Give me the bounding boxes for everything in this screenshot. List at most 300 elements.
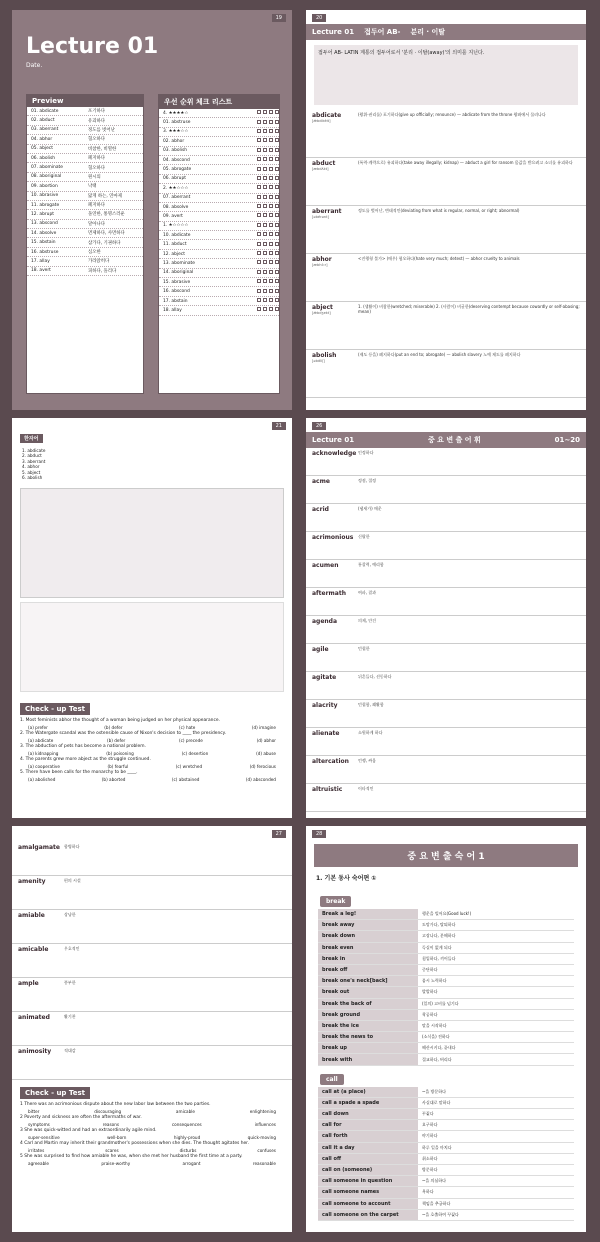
checkbox[interactable] (275, 110, 279, 114)
vocab-row (306, 728, 586, 756)
checklist-row (159, 240, 279, 249)
checkbox-group (255, 138, 279, 144)
break-label: break (320, 896, 351, 907)
option[interactable]: enlightening (249, 1109, 276, 1114)
checkbox[interactable] (269, 120, 273, 124)
checkbox[interactable] (257, 138, 261, 142)
checkbox[interactable] (269, 138, 273, 142)
checkbox[interactable] (263, 195, 267, 199)
checkbox[interactable] (275, 298, 279, 302)
checkbox[interactable] (269, 298, 273, 302)
vocab-word: amicable (18, 946, 49, 953)
option[interactable]: (a) abolished (28, 777, 56, 783)
checkbox[interactable] (275, 157, 279, 161)
checkbox[interactable] (275, 289, 279, 293)
checkbox[interactable] (257, 251, 261, 255)
checkbox[interactable] (275, 223, 279, 227)
option[interactable]: reasonable (252, 1161, 276, 1166)
checkbox-group (255, 279, 279, 285)
checkbox[interactable] (269, 289, 273, 293)
preview-row (27, 126, 143, 135)
vocab-meaning: 민첩한 (358, 646, 370, 651)
checkbox[interactable] (269, 195, 273, 199)
idiom-row (318, 1087, 574, 1098)
option[interactable]: (c) wretched (175, 764, 203, 770)
vocab-row (12, 1012, 292, 1046)
checkbox[interactable] (275, 148, 279, 152)
checkbox[interactable] (269, 260, 273, 264)
vocab-meaning: 언쟁, 싸움 (358, 758, 376, 763)
option[interactable]: praise-worthy (101, 1161, 131, 1166)
vocab-word: amalgamate (18, 844, 60, 851)
option[interactable]: (b) defer (104, 725, 123, 731)
checkbox[interactable] (257, 232, 261, 236)
question (12, 1114, 292, 1127)
question-text: 3. The abduction of pets has become a national problem. (20, 744, 146, 750)
preview-meaning: 심오한 (88, 250, 101, 256)
vocab-meaning: 적대감 (64, 1048, 76, 1053)
entry-word (306, 112, 358, 155)
option[interactable]: (c) hate (179, 725, 196, 731)
checklist-row (159, 194, 279, 203)
option[interactable]: (a) prefer (28, 725, 48, 731)
idiom-row (318, 943, 574, 954)
page-number: 20 (312, 14, 326, 22)
checkbox[interactable] (269, 185, 273, 189)
checklist-word: 10. abdicate (163, 232, 191, 238)
checklist-word: 17. abstain (163, 298, 188, 304)
question (12, 1127, 292, 1140)
vocab-meaning: 활기찬 (64, 1014, 76, 1019)
checkbox[interactable] (257, 298, 261, 302)
checkbox[interactable] (275, 260, 279, 264)
checkbox[interactable] (275, 204, 279, 208)
summary-line: 5. abject (22, 469, 41, 475)
checkbox[interactable] (263, 279, 267, 283)
idiom-phrase: break away (318, 920, 418, 930)
lecture-header (306, 24, 586, 40)
checkbox[interactable] (263, 242, 267, 246)
preview-meaning: 정도를 벗어난 (88, 127, 115, 133)
preview-meaning: 폐지하다 (88, 156, 105, 162)
idiom-row (318, 1032, 574, 1043)
option[interactable]: well-born (107, 1135, 127, 1140)
option[interactable]: disturbs (179, 1148, 197, 1153)
idiom-phrase: call someone names (318, 1187, 418, 1197)
entry-definition: (제도 등을) 폐지하다(put an end to; abrogate) — abolish slavery 노예 제도를 폐지하다 (358, 352, 521, 357)
option[interactable]: influences (254, 1122, 276, 1127)
question (12, 743, 292, 756)
checkup-questions (12, 717, 292, 782)
vocab-row (12, 910, 292, 944)
vocab-row (12, 842, 292, 876)
option[interactable]: irritates (28, 1148, 45, 1153)
preview-row (27, 163, 143, 172)
page-number: 28 (312, 830, 326, 838)
entry-definition: (왕위·권리를) 포기하다(give up officially; renounce) — abdicate from the throne 왕좌에서 물러나다 (358, 112, 546, 117)
checkbox-group (255, 213, 279, 219)
preview-row (27, 107, 143, 116)
preview-meaning: 피하다, 돌리다 (88, 268, 117, 274)
option[interactable]: (c) desertion (181, 751, 209, 757)
checkbox[interactable] (263, 110, 267, 114)
checkbox[interactable] (269, 129, 273, 133)
checkbox[interactable] (257, 289, 261, 293)
idiom-row (318, 1109, 574, 1120)
option[interactable]: bitter (28, 1109, 40, 1114)
preview-meaning: 돌연한, 퉁명스러운 (88, 212, 125, 218)
preview-meaning: 포기하다 (88, 109, 105, 115)
checkbox[interactable] (263, 213, 267, 217)
checkbox[interactable] (275, 138, 279, 142)
vocab-word: animosity (18, 1048, 52, 1055)
checkbox[interactable] (269, 223, 273, 227)
checklist-word: 12. abject (163, 251, 185, 257)
checklist-row (159, 250, 279, 259)
vocab-meaning: 뒤흔들다, 선동하다 (358, 674, 392, 679)
checklist-word: 4. ★★★★☆ (163, 110, 189, 116)
checkbox[interactable] (257, 120, 261, 124)
lecture-title: Lecture 01 (26, 34, 159, 59)
entry-row (306, 350, 586, 398)
checkbox[interactable] (263, 185, 267, 189)
idiom-meaning: 발발하다 (422, 989, 438, 995)
option[interactable]: scares (105, 1148, 119, 1153)
options (12, 777, 292, 782)
checkbox[interactable] (263, 129, 267, 133)
idiom-meaning: ~을 방문하다 (422, 1088, 446, 1094)
checkbox[interactable] (269, 242, 273, 246)
idiom-meaning: 고장나다, 분해하다 (422, 933, 456, 939)
preview-word: 11. abrogate (31, 202, 60, 208)
checkbox[interactable] (257, 148, 261, 152)
question (12, 1101, 292, 1114)
summary-line: 6. abolish (22, 475, 43, 481)
checkbox[interactable] (257, 167, 261, 171)
checkbox[interactable] (275, 176, 279, 180)
checkbox[interactable] (257, 223, 261, 227)
checkbox[interactable] (257, 270, 261, 274)
option[interactable]: (b) fearful (107, 764, 129, 770)
option[interactable]: (c) abstained (171, 777, 200, 783)
page-lecture-preview (12, 10, 292, 410)
preview-row (27, 267, 143, 276)
preview-title: Preview (27, 95, 143, 107)
option[interactable]: reasons (102, 1122, 120, 1127)
idiom-phrase: call it a day (318, 1143, 418, 1153)
preview-word: 03. aberrant (31, 127, 59, 133)
checkbox[interactable] (275, 185, 279, 189)
vocab-word: agitate (312, 674, 337, 681)
idiom-phrase: call on (someone) (318, 1165, 418, 1175)
idiom-meaning: 취소하다 (422, 1155, 438, 1161)
checkbox-group (255, 110, 279, 116)
checkbox[interactable] (269, 279, 273, 283)
preview-meaning: 유괴하다 (88, 118, 105, 124)
checkbox[interactable] (257, 307, 261, 311)
checkbox[interactable] (269, 270, 273, 274)
checkbox[interactable] (269, 204, 273, 208)
idiom-meaning: 방문하다 (422, 1167, 438, 1173)
checkbox-group (255, 307, 279, 313)
checkbox[interactable] (257, 185, 261, 189)
idiom-row (318, 1210, 574, 1221)
checkbox[interactable] (275, 232, 279, 236)
vocab-row (306, 448, 586, 476)
idiom-row (318, 1043, 574, 1054)
preview-word: 08. aboriginal (31, 174, 62, 180)
checkbox[interactable] (263, 307, 267, 311)
checkbox[interactable] (263, 270, 267, 274)
entry-pron: [æbhɔ́ːr] (312, 263, 328, 267)
checkbox[interactable] (263, 251, 267, 255)
checklist-row (159, 203, 279, 212)
checkbox[interactable] (275, 213, 279, 217)
preview-word: 04. abhor (31, 136, 53, 142)
checklist-row (159, 269, 279, 278)
checkbox[interactable] (269, 167, 273, 171)
vocab-meaning: 의제, 안건 (358, 618, 376, 623)
idiom-meaning: 득실이 없게 되다 (422, 944, 452, 950)
checkbox-group (255, 232, 279, 238)
idiom-phrase: call forth (318, 1131, 418, 1141)
checkbox-group (255, 289, 279, 295)
question (12, 756, 292, 769)
option[interactable]: consequences (171, 1122, 202, 1127)
idiom-phrase: call down (318, 1109, 418, 1119)
option[interactable]: (d) ferocious (249, 764, 276, 770)
question-text: 3 She was quick-witted and had an extraordinarily agile mind. (20, 1128, 157, 1133)
checkbox[interactable] (263, 138, 267, 142)
vocab-meaning: 우호적인 (64, 946, 80, 951)
entry-word-text: abdicate (312, 112, 342, 119)
checkbox[interactable] (263, 260, 267, 264)
checklist-row (159, 222, 279, 231)
option[interactable]: amicable (175, 1109, 195, 1114)
checkbox-group (255, 298, 279, 304)
entry-row (306, 206, 586, 254)
idiom-phrase: call a spade a spade (318, 1098, 418, 1108)
checkbox[interactable] (269, 307, 273, 311)
checkbox[interactable] (269, 157, 273, 161)
checkbox[interactable] (275, 270, 279, 274)
idiom-row (318, 1120, 574, 1131)
idiom-meaning: 말을 시작하다 (422, 1022, 447, 1028)
summary-lines (12, 444, 292, 484)
checklist-word: 03. abolish (163, 148, 188, 154)
summary-line: 2. abduct (22, 453, 42, 459)
option[interactable]: (b) aborted (101, 777, 126, 783)
vocab-row (306, 784, 586, 812)
idiom-meaning: 야기하다 (422, 1133, 438, 1139)
idiom-phrase: Break a leg! (318, 909, 418, 919)
vocab-word: alacrity (312, 702, 338, 709)
idiom-meaning: 꾸짖다 (422, 1111, 434, 1117)
preview-word: 05. abject (31, 146, 53, 152)
idiom-row (318, 1143, 574, 1154)
vocab-row (306, 756, 586, 784)
preview-word: 06. abolish (31, 155, 56, 161)
checkbox[interactable] (275, 195, 279, 199)
option[interactable]: (a) kidnapping (28, 751, 59, 757)
checkbox[interactable] (275, 279, 279, 283)
preview-row (27, 116, 143, 125)
vocab-word: agenda (312, 618, 338, 625)
option[interactable]: quick-moving (247, 1135, 276, 1140)
checkbox[interactable] (263, 157, 267, 161)
option[interactable]: confuses (257, 1148, 276, 1153)
option[interactable]: (d) abuse (256, 751, 276, 757)
checkbox[interactable] (257, 204, 261, 208)
checkbox[interactable] (275, 120, 279, 124)
checkbox[interactable] (263, 120, 267, 124)
checkbox[interactable] (257, 195, 261, 199)
idiom-meaning: (일의) 고비를 넘기다 (422, 1000, 459, 1006)
option[interactable]: discouraging (94, 1109, 122, 1114)
option[interactable]: (c) precede (178, 738, 203, 744)
checkbox-group (255, 148, 279, 154)
checkbox[interactable] (263, 204, 267, 208)
idiom-phrase: break off (318, 965, 418, 975)
checklist-word: 06. abrupt (163, 176, 186, 182)
entry-row (306, 158, 586, 206)
checkbox[interactable] (269, 148, 273, 152)
vocab-word: agile (312, 646, 329, 653)
entry-word-text: abject (312, 304, 333, 311)
entry-pron: [əbɑ́liʃ] (312, 359, 325, 363)
checkbox-group (255, 176, 279, 182)
checkbox[interactable] (257, 110, 261, 114)
page-review (12, 418, 292, 818)
checkbox[interactable] (263, 232, 267, 236)
vocab-meaning: 신랄한 (358, 534, 370, 539)
checkbox[interactable] (263, 289, 267, 293)
checkbox[interactable] (263, 223, 267, 227)
idiom-phrase: break out (318, 987, 418, 997)
vocab-row (306, 504, 586, 532)
option[interactable]: agreeable (28, 1161, 49, 1166)
vocab-word: acknowledge (312, 450, 357, 457)
call-label: call (320, 1074, 344, 1085)
checkbox-group (255, 270, 279, 276)
checkbox[interactable] (275, 129, 279, 133)
checkbox[interactable] (257, 157, 261, 161)
checkbox[interactable] (257, 129, 261, 133)
checkup-questions (12, 1101, 292, 1166)
preview-row (27, 248, 143, 257)
option[interactable]: (d) imagine (251, 725, 276, 731)
vocab-word: amenity (18, 878, 46, 885)
section-sub: 분리 · 이탈 (410, 28, 446, 36)
checkbox[interactable] (263, 298, 267, 302)
preview-row (27, 229, 143, 238)
entry-word (306, 160, 358, 203)
idiom-row (318, 1165, 574, 1176)
idiom-meaning: 중단하다 (422, 967, 438, 973)
checklist-row (159, 165, 279, 174)
option[interactable]: symptoms (28, 1122, 50, 1127)
idiom-row (318, 920, 574, 931)
idiom-meaning: 하루 일을 마치다 (422, 1144, 452, 1150)
vocab-row (12, 1046, 292, 1080)
checkbox[interactable] (269, 232, 273, 236)
checkbox[interactable] (257, 260, 261, 264)
idiom-row (318, 909, 574, 920)
idiom-row (318, 1098, 574, 1109)
checkbox[interactable] (263, 148, 267, 152)
checklist-word: 15. abrasive (163, 279, 191, 285)
checkbox[interactable] (257, 213, 261, 217)
checkbox[interactable] (263, 176, 267, 180)
preview-row (27, 238, 143, 247)
entry-row (306, 110, 586, 158)
idiom-phrase: break ground (318, 1010, 418, 1020)
checkbox[interactable] (269, 110, 273, 114)
checkbox-group (255, 157, 279, 163)
checkbox[interactable] (269, 213, 273, 217)
checkbox[interactable] (275, 167, 279, 171)
checklist (159, 109, 279, 316)
preview-meaning: 폐지하다 (88, 203, 105, 209)
idiom-row (318, 965, 574, 976)
option[interactable]: (b) defer (107, 738, 126, 744)
option[interactable]: highly-proud (173, 1135, 201, 1140)
option[interactable]: (d) absconded (245, 777, 276, 783)
preview-row (27, 154, 143, 163)
checklist-word: 02. abhor (163, 138, 185, 144)
option[interactable]: super-sensitive (28, 1135, 60, 1140)
checklist-word: 08. absolve (163, 204, 189, 210)
checkbox-group (255, 251, 279, 257)
checkbox[interactable] (275, 251, 279, 255)
checkbox[interactable] (275, 242, 279, 246)
entry-word (306, 352, 358, 395)
checkbox-group (255, 185, 279, 191)
option[interactable]: (a) abdicate (28, 738, 54, 744)
option[interactable]: (b) poisoning (106, 751, 134, 757)
checklist-word: 01. abstruse (163, 120, 191, 126)
vocab-row (306, 532, 586, 560)
checklist-word: 04. abscond (163, 157, 190, 163)
checklist-word: 11. abduct (163, 242, 187, 248)
option[interactable]: (d) abhor (256, 738, 276, 744)
question (12, 769, 292, 782)
preview-meaning: 면제하다, 사면하다 (88, 231, 125, 237)
option[interactable]: (a) cooperative (28, 764, 60, 770)
preview-word: 12. abrupt (31, 211, 54, 217)
checkbox[interactable] (263, 167, 267, 171)
vocab-word: aftermath (312, 590, 346, 597)
checklist-row (159, 184, 279, 193)
checkbox-group (255, 129, 279, 135)
checkbox[interactable] (269, 251, 273, 255)
call-list (318, 1087, 574, 1221)
vocab-row (306, 588, 586, 616)
checklist-word: 07. aberrant (163, 195, 191, 201)
checkbox[interactable] (257, 242, 261, 246)
checkbox[interactable] (257, 279, 261, 283)
checkup-title: Check - up Test (20, 1087, 90, 1099)
prefix-banner: 접두어 AB- LATIN 계통의 접두어로서 '분리 · 이탈(away)'의 의미를 지닌다. (314, 45, 578, 105)
option[interactable]: arrogant (182, 1161, 201, 1166)
idiom-meaning: 몹시 노력하다 (422, 978, 447, 984)
checkbox[interactable] (257, 176, 261, 180)
checkbox[interactable] (269, 176, 273, 180)
entry-definition: <진행형 불가> (매우) 혐오하다(hate very much; detest) — abhor cruelty to animals (358, 256, 520, 261)
vocab-meaning: 편의 시설 (64, 878, 81, 883)
checkbox[interactable] (275, 307, 279, 311)
question-text: 2. The Watergate scandal was the ostensible cause of Nixon's decision to ____ the presidency. (20, 731, 227, 737)
